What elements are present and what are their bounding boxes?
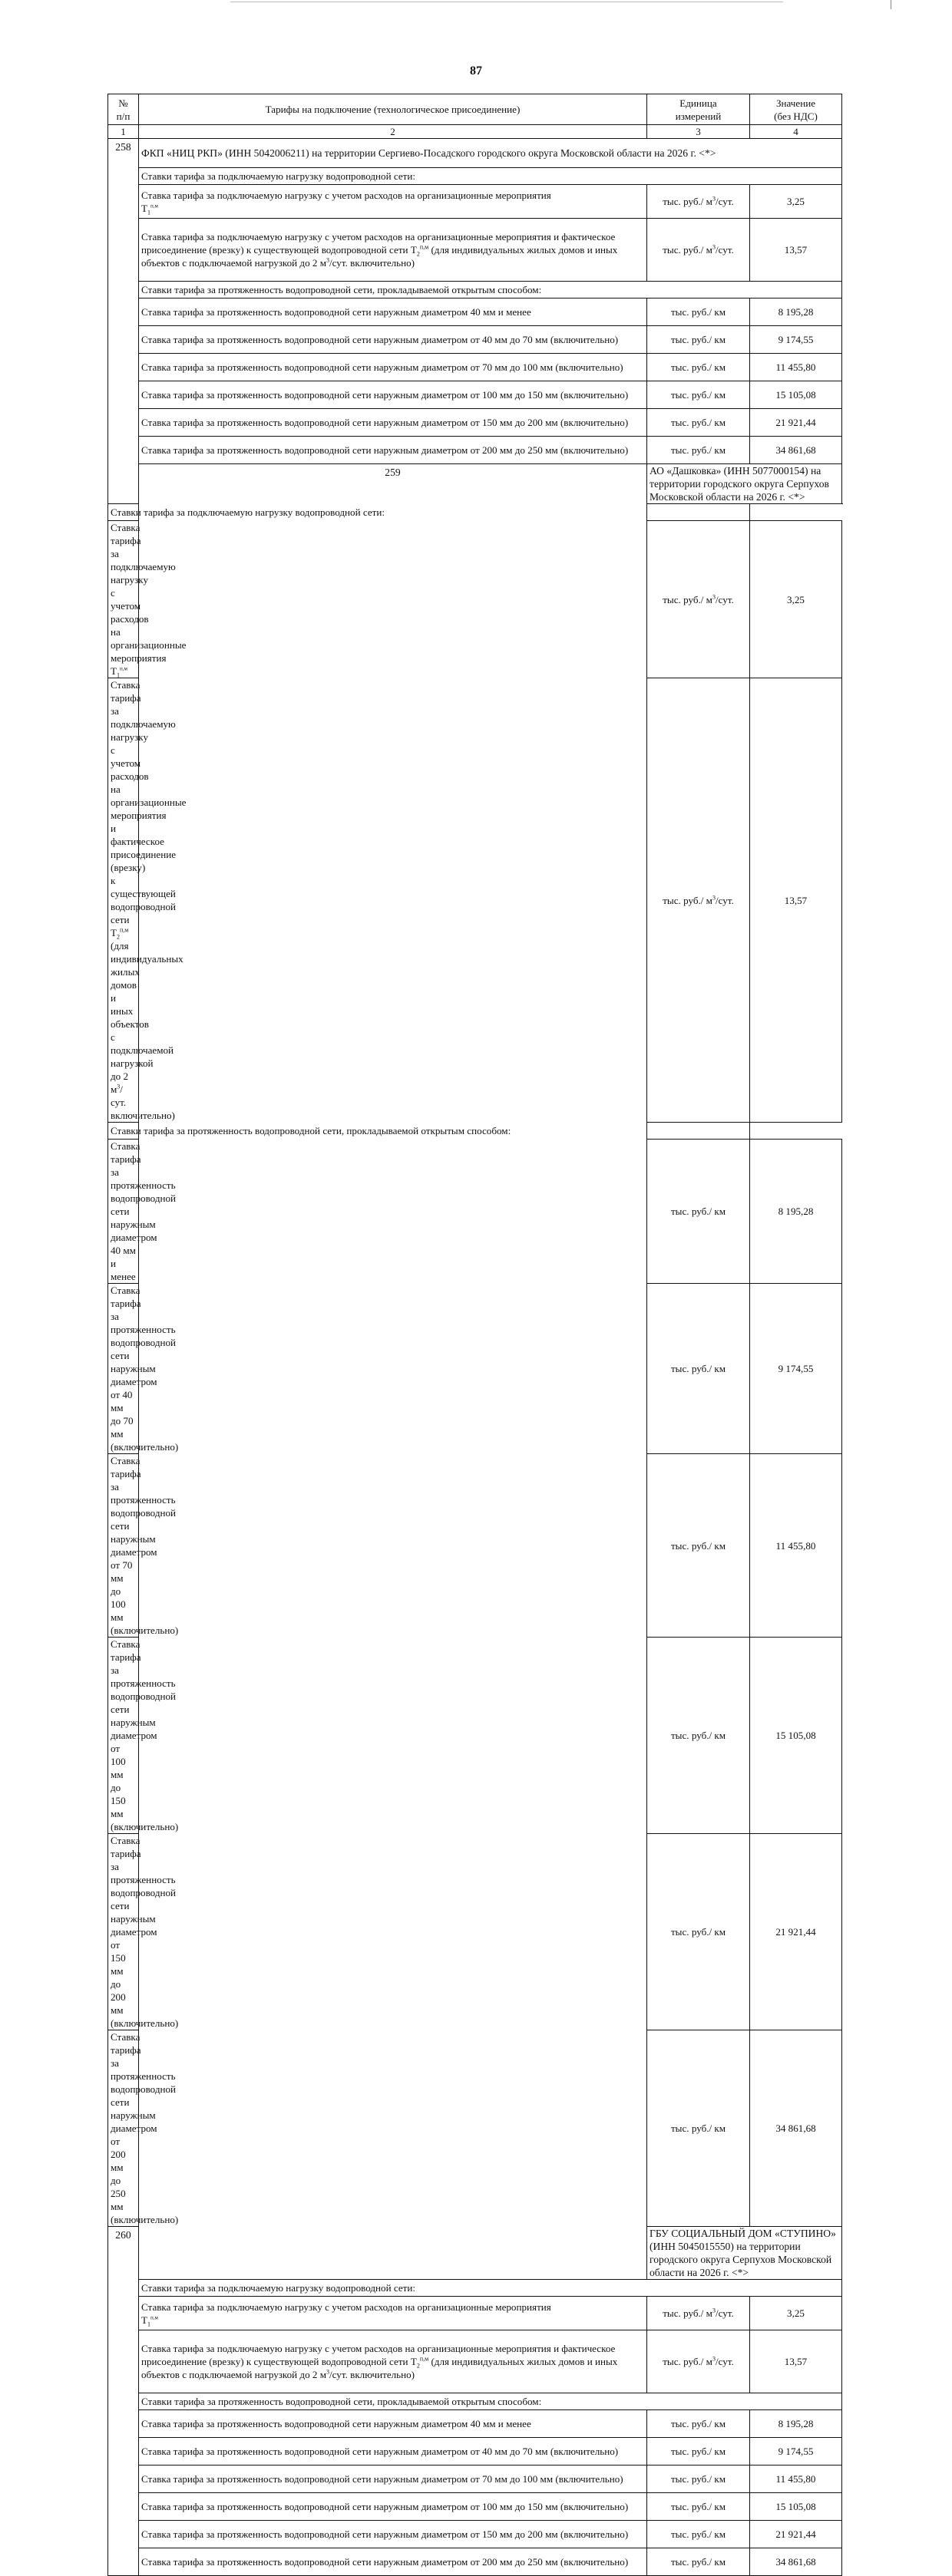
pipe-section-title: Ставки тарифа за протяженность водопроводной сети, прокладываемой открытым способом: [139, 282, 842, 298]
text-part: (для индивидуальных жилых домов и иных объектов с подключаемой нагрузкой до 2 м [111, 940, 183, 1095]
symbol-subscript: 2 [416, 250, 420, 258]
organization-title: ФКП «НИЦ РКП» (ИНН 5042006211) на территории Сергиево-Посадского городского округа Московской области на 2026 г. <*> [139, 139, 842, 168]
tariff-row [108, 219, 842, 282]
unit-cell: тыс. руб./ км [647, 409, 750, 437]
unit-cell: тыс. руб./ км [647, 1140, 750, 1284]
value-cell: 9 174,55 [750, 1284, 842, 1454]
unit-text: /сут. [715, 244, 734, 256]
unit-text: /сут. [715, 593, 734, 605]
unit-cell [647, 2330, 750, 2393]
section-row [108, 282, 842, 298]
unit-superscript: 3 [117, 1083, 121, 1090]
unit-text: тыс. руб./ м [663, 2307, 712, 2319]
section-row [108, 504, 842, 521]
header-num-line2: п/п [116, 110, 131, 122]
symbol-superscript: п,м [150, 2314, 158, 2321]
unit-superscript: 3 [326, 2368, 330, 2376]
value-cell: 11 455,80 [750, 354, 842, 381]
value-cell: 9 174,55 [750, 326, 842, 354]
pipe-rate-text: Ставка тарифа за протяженность водопроводной сети наружным диаметром от 150 мм до 200 мм (включительно) [139, 409, 647, 437]
unit-cell: тыс. руб./ км [647, 2030, 750, 2227]
unit-cell: тыс. руб./ км [647, 437, 750, 464]
tariff-row [108, 381, 842, 409]
value-cell: 11 455,80 [750, 2466, 842, 2493]
unit-superscript: 3 [326, 256, 330, 264]
load-rate1-text [139, 2297, 647, 2330]
tariff-row [108, 185, 842, 219]
symbol-superscript: п,м [120, 665, 127, 672]
organization-row [108, 464, 842, 504]
pipe-rate-text: Ставка тарифа за протяженность водопроводной сети наружным диаметром от 70 мм до 100 мм (включительно) [139, 354, 647, 381]
pipe-rate-text: Ставка тарифа за протяженность водопроводной сети наружным диаметром от 150 мм до 200 мм (включительно) [108, 1834, 139, 2030]
unit-cell: тыс. руб./ км [647, 1834, 750, 2030]
tariff-row [108, 2297, 842, 2330]
value-cell: 34 861,68 [750, 437, 842, 464]
unit-cell [647, 219, 750, 282]
pipe-rate-text: Ставка тарифа за протяженность водопроводной сети наружным диаметром от 200 мм до 250 мм (включительно) [139, 2548, 647, 2576]
text-part: /сут. включительно) [329, 2369, 415, 2380]
tariff-row [108, 2438, 842, 2466]
pipe-rate-text: Ставка тарифа за протяженность водопроводной сети наружным диаметром 40 мм и менее [139, 2410, 647, 2438]
tariff-row [108, 2493, 842, 2521]
symbol-letter: T [141, 2314, 147, 2326]
symbol-subscript: 1 [147, 2320, 150, 2328]
symbol-subscript: 2 [416, 2362, 420, 2370]
text-part: /сут. включительно) [329, 257, 415, 269]
symbol-superscript: п,м [419, 243, 429, 251]
load-rate1-symbol [111, 665, 127, 677]
load-rate1-symbol [141, 2314, 158, 2326]
value-cell: 15 105,08 [750, 381, 842, 409]
organization-row [108, 139, 842, 168]
header-unit-line1: Единица [679, 97, 717, 109]
value-cell: 9 174,55 [750, 2438, 842, 2466]
symbol-letter: T [141, 202, 147, 214]
symbol-superscript: п,м [120, 926, 129, 934]
load-rate2-text [139, 219, 647, 282]
load-section-title: Ставки тарифа за подключаемую нагрузку водопроводной сети: [139, 2280, 842, 2297]
tariff-row [108, 298, 842, 326]
value-cell: 11 455,80 [750, 1454, 842, 1638]
row-number: 259 [139, 464, 647, 2280]
tariff-row [108, 2548, 842, 2576]
pipe-rate-text: Ставка тарифа за протяженность водопроводной сети наружным диаметром от 40 мм до 70 мм (включительно) [139, 326, 647, 354]
unit-cell: тыс. руб./ км [647, 354, 750, 381]
symbol-subscript: 1 [117, 671, 120, 679]
unit-text: тыс. руб./ м [663, 894, 712, 906]
value-cell: 34 861,68 [750, 2030, 842, 2227]
section-row [108, 2280, 842, 2297]
value-cell: 3,25 [750, 185, 842, 219]
pipe-rate-text: Ставка тарифа за протяженность водопроводной сети наружным диаметром от 150 мм до 200 мм (включительно) [139, 2521, 647, 2548]
unit-cell: тыс. руб./ км [647, 2521, 750, 2548]
section-row [108, 1123, 842, 1140]
pipe-rate-text: Ставка тарифа за протяженность водопроводной сети наружным диаметром от 100 мм до 150 мм (включительно) [139, 381, 647, 409]
header-num [108, 94, 139, 125]
value-cell: 13,57 [750, 219, 842, 282]
header-value [750, 94, 842, 125]
value-cell: 8 195,28 [750, 1140, 842, 1284]
value-cell: 8 195,28 [750, 298, 842, 326]
load-rate1-description: Ставка тарифа за подключаемую нагрузку с учетом расходов на организационные мероприятия [141, 189, 551, 201]
section-row [108, 168, 842, 185]
page-number: 87 [470, 64, 482, 78]
unit-text: тыс. руб./ м [663, 2356, 712, 2367]
text-part: Ставка тарифа за подключаемую нагрузку с учетом расходов на организационные мероприятия и фактическое присоединение (врезку) к существующей водопроводной сети T [111, 679, 187, 938]
symbol-letter: T [111, 665, 117, 677]
load-rate1-description: Ставка тарифа за подключаемую нагрузку с учетом расходов на организационные мероприятия [141, 2301, 551, 2313]
pipe-section-title: Ставки тарифа за протяженность водопроводной сети, прокладываемой открытым способом: [108, 1123, 750, 1140]
value-cell: 3,25 [750, 2297, 842, 2330]
value-cell: 21 921,44 [750, 2521, 842, 2548]
unit-text: тыс. руб./ м [663, 196, 712, 207]
pipe-rate-text: Ставка тарифа за протяженность водопроводной сети наружным диаметром от 200 мм до 250 мм (включительно) [139, 437, 647, 464]
unit-cell [647, 185, 750, 219]
symbol-subscript: 1 [147, 209, 150, 216]
value-cell: 13,57 [750, 2330, 842, 2393]
organization-title: ГБУ СОЦИАЛЬНЫЙ ДОМ «СТУПИНО» (ИНН 5045015550) на территории городского округа Серпухов Московской области на 2026 г. <*> [647, 2227, 842, 2280]
column-number: 2 [139, 125, 647, 139]
unit-text: тыс. руб./ м [663, 244, 712, 256]
pipe-rate-text: Ставка тарифа за протяженность водопроводной сети наружным диаметром от 40 мм до 70 мм (включительно) [108, 1284, 139, 1454]
unit-cell [647, 521, 750, 678]
text-part: (для индивидуальных жилых домов и иных объектов с подключаемой нагрузкой до 2 м [141, 2356, 618, 2380]
unit-cell: тыс. руб./ км [647, 2438, 750, 2466]
unit-text: /сут. [715, 894, 734, 906]
value-cell: 13,57 [750, 678, 842, 1123]
tariff-table-body [108, 139, 842, 2576]
column-number-row [108, 125, 842, 139]
text-part: Ставка тарифа за подключаемую нагрузку с учетом расходов на организационные мероприятия и фактическое присоединение (врезку) к существующей водопроводной сети T [141, 2343, 616, 2367]
tariff-row [108, 326, 842, 354]
unit-cell: тыс. руб./ км [647, 1454, 750, 1638]
tariff-table [107, 94, 842, 2576]
load-rate1-text [108, 521, 187, 679]
value-cell: 8 195,28 [750, 2410, 842, 2438]
header-unit [647, 94, 750, 125]
symbol-superscript: п,м [150, 203, 158, 209]
header-value-line1: Значение [775, 97, 816, 109]
unit-text: /сут. [715, 2356, 734, 2367]
column-number: 4 [750, 125, 842, 139]
tariff-row [108, 409, 842, 437]
value-cell: 21 921,44 [750, 1834, 842, 2030]
symbol-superscript: п,м [419, 2355, 429, 2363]
pipe-rate-text: Ставка тарифа за протяженность водопроводной сети наружным диаметром 40 мм и менее [139, 298, 647, 326]
text-part: (для индивидуальных жилых домов и иных объектов с подключаемой нагрузкой до 2 м [141, 244, 618, 269]
unit-cell: тыс. руб./ км [647, 1284, 750, 1454]
unit-superscript: 3 [712, 195, 716, 203]
header-title: Тарифы на подключение (технологическое присоединение) [139, 94, 647, 125]
unit-cell: тыс. руб./ км [647, 2548, 750, 2576]
unit-superscript: 3 [712, 243, 716, 251]
pipe-rate-text: Ставка тарифа за протяженность водопроводной сети наружным диаметром от 70 мм до 100 мм (включительно) [108, 1454, 139, 1638]
pipe-rate-text: Ставка тарифа за протяженность водопроводной сети наружным диаметром от 100 мм до 150 мм (включительно) [139, 2493, 647, 2521]
symbol-subscript: 2 [117, 933, 120, 941]
unit-text: /сут. [715, 196, 734, 207]
unit-cell: тыс. руб./ км [647, 2466, 750, 2493]
tariff-row [108, 2330, 842, 2393]
unit-cell: тыс. руб./ км [647, 326, 750, 354]
tariff-row [108, 437, 842, 464]
value-cell: 21 921,44 [750, 409, 842, 437]
pipe-rate-text: Ставка тарифа за протяженность водопроводной сети наружным диаметром от 100 мм до 150 мм (включительно) [108, 1638, 139, 1834]
unit-superscript: 3 [712, 894, 716, 902]
unit-cell: тыс. руб./ км [647, 298, 750, 326]
unit-cell [647, 678, 750, 1123]
load-rate2-text [108, 678, 187, 1123]
tariff-row [108, 2410, 842, 2438]
section-row [108, 2393, 842, 2410]
value-cell: 15 105,08 [750, 2493, 842, 2521]
unit-superscript: 3 [712, 593, 716, 601]
unit-text: /сут. [715, 2307, 734, 2319]
pipe-rate-text: Ставка тарифа за протяженность водопроводной сети наружным диаметром от 70 мм до 100 мм (включительно) [139, 2466, 647, 2493]
pipe-section-title: Ставки тарифа за протяженность водопроводной сети, прокладываемой открытым способом: [139, 2393, 842, 2410]
load-section-title: Ставки тарифа за подключаемую нагрузку водопроводной сети: [139, 168, 842, 185]
unit-cell [647, 2297, 750, 2330]
organization-title: АО «Дашковка» (ИНН 5077000154) на территории городского округа Серпухов Московской области на 2026 г. <*> [647, 464, 842, 504]
value-cell: 34 861,68 [750, 2548, 842, 2576]
tariff-row [108, 354, 842, 381]
header-unit-line2: измерений [675, 110, 722, 122]
pipe-rate-text: Ставка тарифа за протяженность водопроводной сети наружным диаметром от 200 мм до 250 мм (включительно) [108, 2030, 139, 2227]
tariff-row [108, 2521, 842, 2548]
column-number: 3 [647, 125, 750, 139]
value-cell: 15 105,08 [750, 1638, 842, 1834]
header-num-line1: № [118, 97, 128, 109]
unit-superscript: 3 [712, 2307, 716, 2314]
value-cell: 3,25 [750, 521, 842, 678]
text-part: Ставка тарифа за подключаемую нагрузку с учетом расходов на организационные мероприятия и фактическое присоединение (врезку) к существующей водопроводной сети T [141, 231, 616, 256]
load-rate1-symbol [141, 203, 158, 214]
unit-cell: тыс. руб./ км [647, 381, 750, 409]
tariff-row [108, 2466, 842, 2493]
header-row [108, 94, 842, 125]
load-rate2-text [139, 2330, 647, 2393]
pipe-rate-text: Ставка тарифа за протяженность водопроводной сети наружным диаметром от 40 мм до 70 мм (включительно) [139, 2438, 647, 2466]
load-section-title: Ставки тарифа за подключаемую нагрузку водопроводной сети: [108, 504, 750, 521]
unit-cell: тыс. руб./ км [647, 2493, 750, 2521]
text-part: /сут. включительно) [111, 1084, 175, 1121]
unit-cell: тыс. руб./ км [647, 1638, 750, 1834]
column-number: 1 [108, 125, 139, 139]
unit-text: тыс. руб./ м [663, 593, 712, 605]
load-rate1-description: Ставка тарифа за подключаемую нагрузку с учетом расходов на организационные мероприятия [111, 522, 187, 664]
load-rate1-text [139, 185, 647, 219]
row-number: 258 [108, 139, 139, 504]
unit-cell: тыс. руб./ км [647, 2410, 750, 2438]
unit-superscript: 3 [712, 2355, 716, 2363]
row-number: 260 [108, 2227, 139, 2576]
pipe-rate-text: Ставка тарифа за протяженность водопроводной сети наружным диаметром 40 мм и менее [108, 1140, 139, 1284]
header-value-line2: (без НДС) [774, 110, 818, 122]
